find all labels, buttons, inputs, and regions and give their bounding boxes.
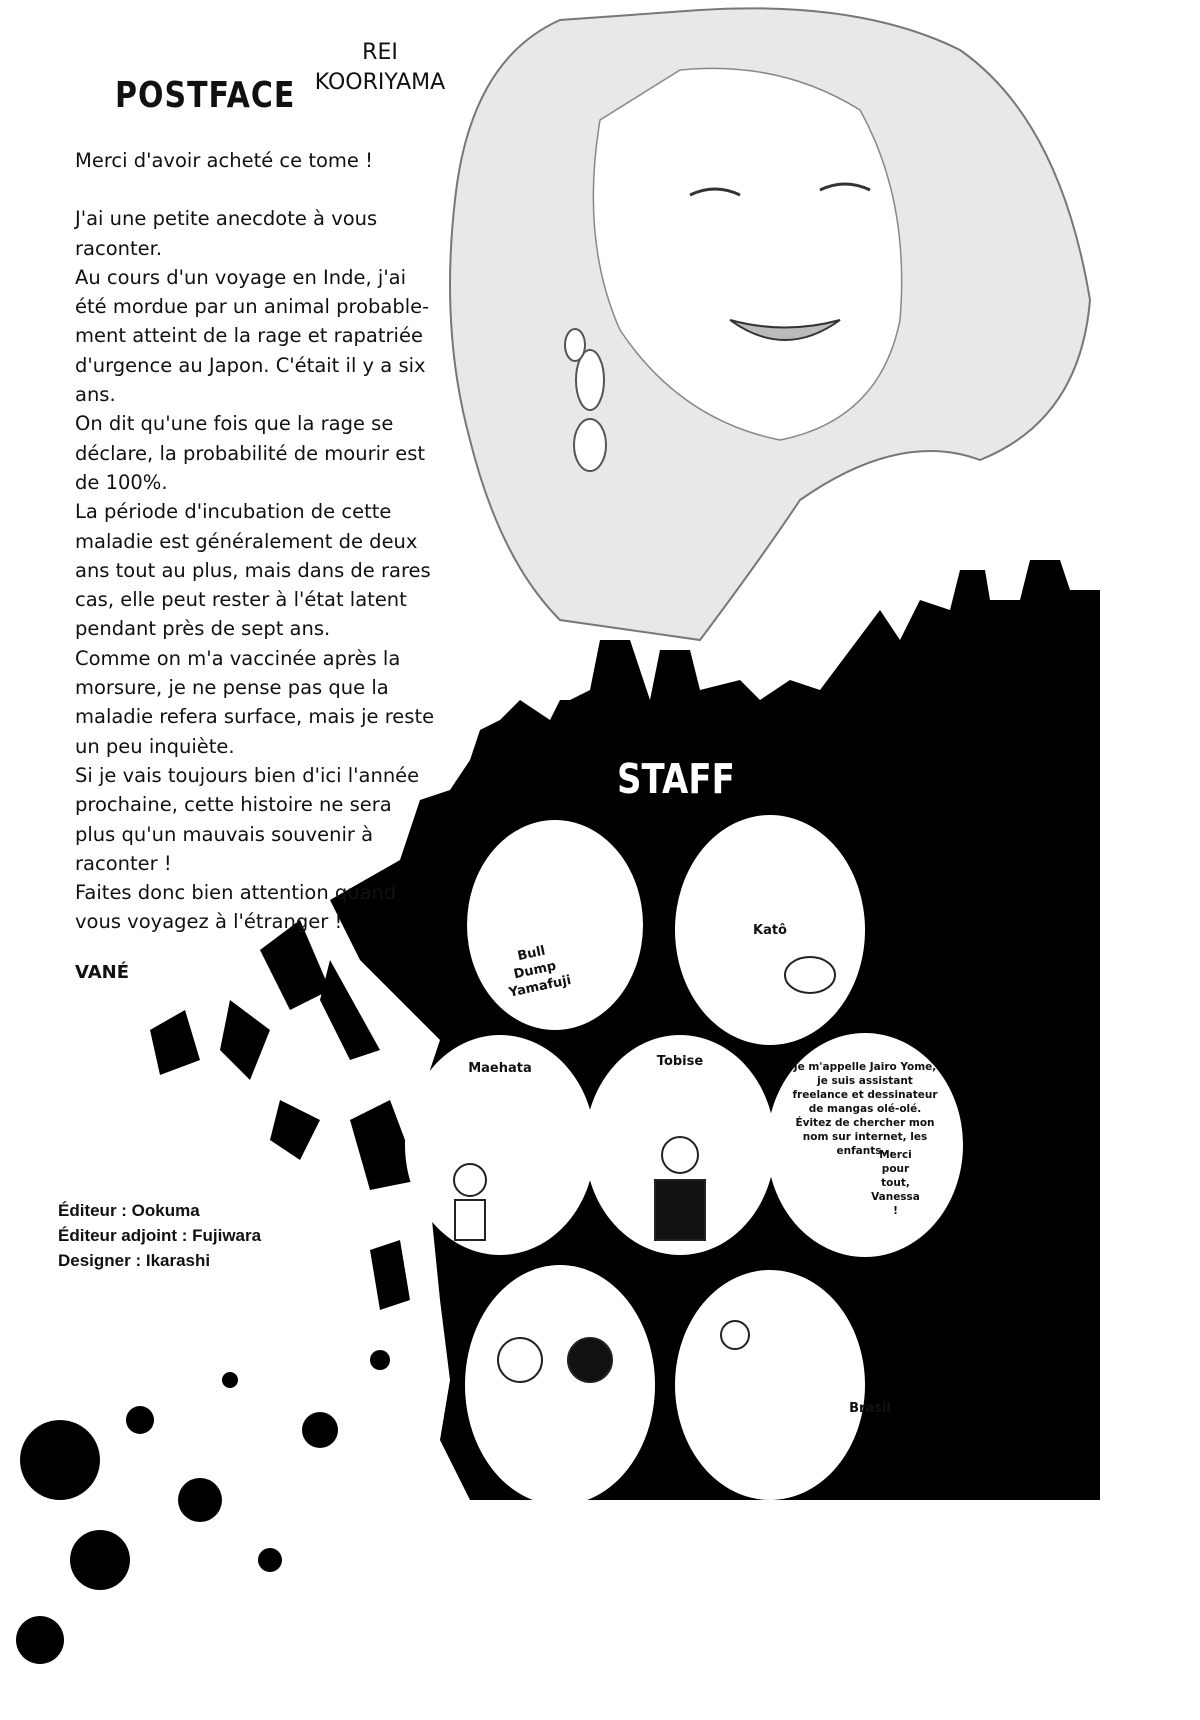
paragraph: Si je vais toujours bien d'ici l'année prochaine, cette histoire ne sera plus qu'un mauvais souvenir à raconter ! bbox=[75, 763, 420, 875]
paragraph: Au cours d'un voyage en Inde, j'ai été mordue par un animal probable-ment atteint de la rage et rapatriée d'urgence au Japon. C'était il y a six ans. bbox=[75, 265, 430, 407]
staff-maehata: Maehata bbox=[468, 1061, 532, 1076]
paragraph: Merci d'avoir acheté ce tome ! bbox=[75, 149, 373, 172]
author-first-name: REI bbox=[362, 40, 398, 65]
paragraph: Faites donc bien attention quand vous voyagez à l'étranger ! bbox=[75, 881, 397, 934]
paragraph: J'ai une petite anecdote à vous raconter. bbox=[75, 207, 378, 260]
credit-designer: Designer : Ikarashi bbox=[58, 1251, 211, 1270]
staff-kato: Katô bbox=[753, 923, 787, 938]
signature: VANÉ bbox=[75, 962, 129, 983]
paragraph: La période d'incubation de cette maladie est généralement de deux ans tout au plus, mais dans de rares cas, elle peut rester à l'état latent pendant près de sept ans. bbox=[75, 500, 431, 641]
woman-illustration bbox=[450, 8, 1090, 640]
staff-brasil: Brasil bbox=[849, 1401, 891, 1416]
author-last-name: KOORIYAMA bbox=[314, 70, 446, 95]
rock-debris bbox=[16, 920, 420, 1664]
postface-title: POSTFACE bbox=[115, 74, 296, 117]
postface-text bbox=[75, 146, 435, 937]
paragraph: Comme on m'a vaccinée après la morsure, je ne pense pas que la maladie refera surface, mais je reste un peu inquiète. bbox=[75, 646, 435, 758]
credit-assistant-editor: Éditeur adjoint : Fujiwara bbox=[58, 1226, 262, 1245]
staff-tobise: Tobise bbox=[656, 1054, 704, 1069]
editorial-credits bbox=[58, 1198, 261, 1273]
staff-yamafuji: Bull Dump Yamafuji bbox=[507, 943, 573, 1001]
paragraph: On dit qu'une fois que la rage se déclare, la probabilité de mourir est de 100%. bbox=[75, 412, 426, 494]
credit-editor: Éditeur : Ookuma bbox=[58, 1201, 200, 1220]
staff-jairo-thanks: Merci pour tout, Vanessa ! bbox=[871, 1149, 920, 1217]
staff-title: STAFF bbox=[617, 756, 735, 804]
staff-jairo: Je m'appelle Jairo Yome, je suis assistant freelance et dessinateur de mangas olé-olé. Évitez de chercher mon nom sur internet, les enfants... bbox=[792, 1061, 938, 1157]
author-name bbox=[305, 38, 455, 98]
